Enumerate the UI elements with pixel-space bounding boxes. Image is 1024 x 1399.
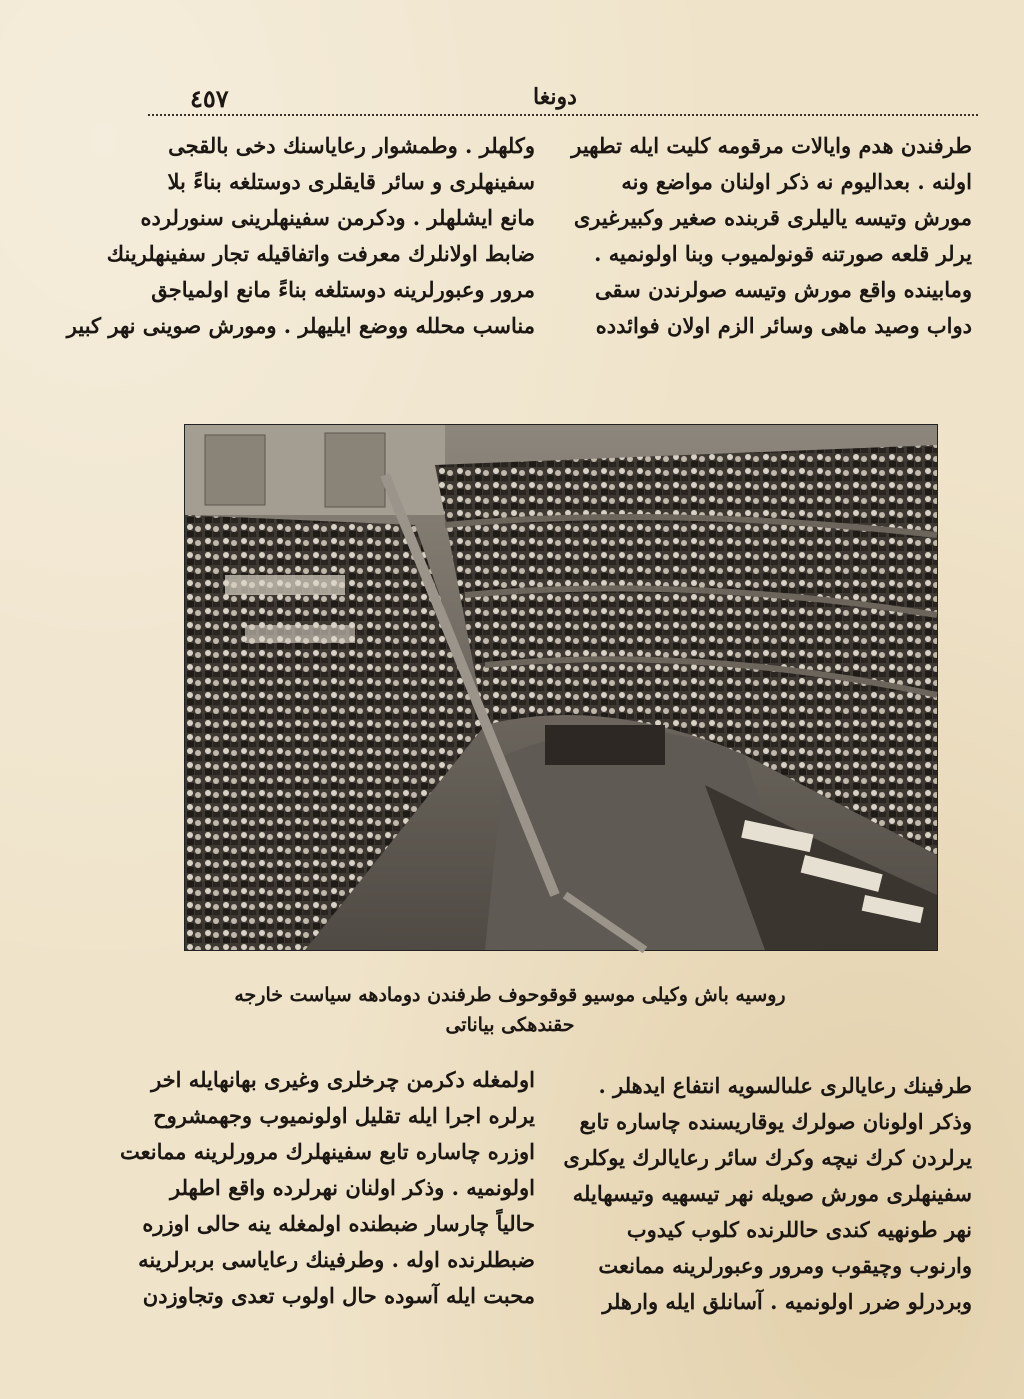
page-number: ٤٥٧	[190, 84, 229, 113]
text-line: يرلره اجرا ايله تقليل اولونميوب وجهمشروح	[153, 1103, 535, 1128]
top-right-column	[571, 128, 972, 398]
text-line: مرور وعبورلرينه دوستلغه بناءً مانع اولمياجق	[151, 277, 535, 302]
text-line: يرلر قلعه صورتنه قونولميوب وبنا اولونميه .	[594, 241, 972, 266]
text-line: اولمغله دكرمن چرخلرى وغيرى بهانهايله اخر	[151, 1067, 535, 1092]
text-line: وارنوب وچيقوب ومرور وعبورلرينه ممانعت	[598, 1253, 972, 1278]
top-left-column	[66, 128, 535, 398]
text-line: طرفينك رعايالرى علىالسويه انتفاع ايدهلر .	[598, 1073, 972, 1098]
text-line: سفينهلرى و سائر قايقلرى دوستلغه بناءً بلا	[167, 169, 535, 194]
text-line: سفينهلرى مورش صويله نهر تيسهيه وتيسهايله	[572, 1181, 972, 1206]
caption-line: حقندهكى بياناتى	[445, 1014, 575, 1036]
text-line: اوزره چاساره تابع سفينهلرك مرورلرينه ممانعت	[120, 1139, 535, 1164]
text-line: طرفندن هدم وايالات مرقومه كليت ايله تطهير	[571, 133, 972, 158]
text-line: مورش وتيسه ياليلرى قربنده صغير وكبيرغيرى	[573, 205, 972, 230]
text-line: حالياً چارسار ضبطنده اولمغله ينه حالى اوزره	[142, 1211, 535, 1236]
text-line: ضابط اولانلرك معرفت واتفاقيله تجار سفينهلرينك	[106, 241, 535, 266]
photo-caption	[200, 980, 820, 1040]
text-line: وكلهلر . وطمشوار رعاياسنك دخى بالقجى	[168, 133, 535, 158]
bottom-left-column	[120, 1062, 535, 1382]
text-line: وذكر اولونان صولرك يوقاريسنده چاساره تابع	[579, 1109, 972, 1134]
text-line: ومابينده واقع مورش وتيسه صولرندن سقى	[595, 277, 972, 302]
header-rule	[148, 114, 978, 119]
journal-title: دونغا	[533, 84, 577, 110]
page-header	[148, 78, 978, 118]
caption-line: روسيه باش وكيلى موسيو قوقوحوف طرفندن دومادهه سياست خارجه	[234, 984, 786, 1006]
text-line: اولونميه . وذكر اولنان نهرلرده واقع اطهلر	[170, 1175, 535, 1200]
text-line: محبت ايله آسوده حال اولوب تعدى وتجاوزدن	[142, 1283, 535, 1308]
parliament-photo-illustration	[185, 425, 937, 950]
text-line: دواب وصيد ماهى وسائر الزم اولان فوائدده	[595, 313, 972, 338]
text-line: نهر طونهيه كندى حاللرنده كلوب كيدوب	[626, 1217, 972, 1242]
parliament-photo	[184, 424, 938, 951]
bottom-right-column	[563, 1068, 972, 1388]
text-line: يرلردن كرك نيچه وكرك سائر رعايالرك يوكلرى	[563, 1145, 972, 1170]
text-line: وبردرلو ضرر اولونميه . آسانلق ايله وارهلر	[602, 1289, 972, 1314]
text-line: مناسب محلله ووضع ايليهلر . ومورش صوينى نهر كبير	[66, 313, 535, 338]
text-line: اولنه . بعداليوم نه ذكر اولنان مواضع ونه	[621, 169, 972, 194]
text-line: ضبطلرنده اوله . وطرفينك رعاياسى بربرلرينه	[138, 1247, 535, 1272]
text-line: مانع ايشلهلر . ودكرمن سفينهلرينى سنورلرده	[140, 205, 535, 230]
